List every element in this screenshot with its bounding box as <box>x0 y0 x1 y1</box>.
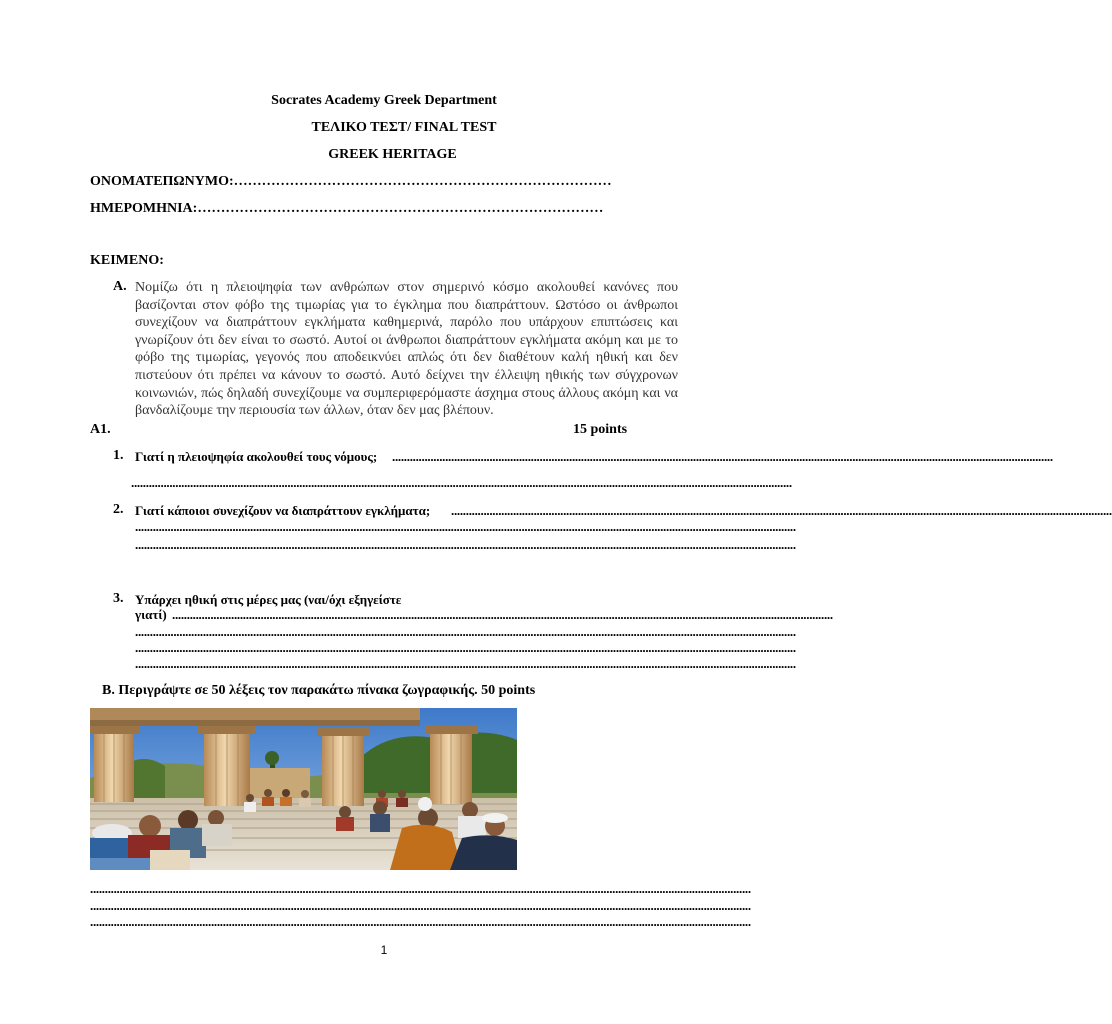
school-name: Socrates Academy Greek Department <box>271 93 497 108</box>
answer-line: ................................................................................................................................................................................................................................ <box>135 624 796 639</box>
answer-line: ................................................................................................................................................................................................................................ <box>451 503 1112 518</box>
question-2-text: Γιατί κάποιοι συνεχίζουν να διαπράττουν εγκλήματα; <box>135 503 431 518</box>
date-label: ΗΜΕΡΟΜΗΝΙΑ: <box>90 201 198 216</box>
section-a1-label: A1. <box>90 422 111 437</box>
name-dots: ……………………………………………………………………… <box>233 174 612 189</box>
question-2-number: 2. <box>113 502 124 517</box>
answer-line: ................................................................................................................................................................................................................................ <box>135 656 796 671</box>
question-1-number: 1. <box>113 448 124 463</box>
name-label: ΟΝΟΜΑΤΕΠΩΝΥΜΟ: <box>90 174 234 189</box>
painting-image <box>90 708 517 870</box>
section-b-heading: B. Περιγράψτε σε 50 λέξεις τον παρακάτω πίνακα ζωγραφικής. 50 points <box>102 683 536 698</box>
question-3-text-line2: γιατί) <box>135 607 167 622</box>
date-dots: …………………………………………………………………………… <box>197 201 604 216</box>
answer-line: ................................................................................................................................................................................................................................ <box>135 537 796 552</box>
question-1-text: Γιατί η πλειοψηφία ακολουθεί τους νόμους; <box>135 449 378 464</box>
question-3-text-line1: Υπάρχει ηθική στις μέρες μας (ναι/όχι εξηγείστε <box>135 592 402 607</box>
date-field <box>90 201 603 217</box>
subject-title: GREEK HERITAGE <box>328 147 457 162</box>
answer-line: ................................................................................................................................................................................................................................ <box>392 449 1053 464</box>
question-3-number: 3. <box>113 591 124 606</box>
reading-passage: Νομίζω ότι η πλειοψηφία των ανθρώπων στον σημερινό κόσμο ακολουθεί κανόνες που βασίζονται στον φόβο της τιμωρίας για το έγκλημα που διαπράττουν. Ωστόσο οι άνθρωποι συνεχίζουν να διαπράττουν εγκλήματα καθημερινά, παρόλο που υπάρχουν επιπτώσεις και γνωρίζουν ότι δεν είναι το σωστό. Αυτοί οι άνθρωποι διαπράττουν εγκλήματα ακόμη και με το φόβο της τιμωρίας, γεγονός που αποδεικνύει απλώς ότι δεν διαθέτουν καλή ηθική και δεν πιστεύουν ότι πρέπει να κάνουν το σωστό. Αυτό δείχνει την έλλειψη ηθικής των σύγχρονων κοινωνιών, πώς δηλαδή συνεχίζουμε να συμπεριφερόμαστε άσχημα στους άλλους ακόμη και να βανδαλίζουμε την περιουσία των άλλων, όταν δεν μας βλέπουν. <box>135 280 678 419</box>
section-a1-points: 15 points <box>573 422 628 437</box>
passage-marker: A. <box>113 279 127 294</box>
answer-line: ................................................................................................................................................................................................................................ <box>90 881 751 896</box>
test-title: ΤΕΛΙΚΟ ΤΕΣΤ/ FINAL TEST <box>311 120 497 135</box>
answer-line: ................................................................................................................................................................................................................................ <box>90 898 751 913</box>
answer-line: ................................................................................................................................................................................................................................ <box>131 475 792 490</box>
text-heading: ΚΕΙΜΕΝΟ: <box>90 253 164 268</box>
answer-line: ................................................................................................................................................................................................................................ <box>90 914 751 929</box>
answer-line: ................................................................................................................................................................................................................................ <box>135 640 796 655</box>
answer-line: ................................................................................................................................................................................................................................ <box>172 607 833 622</box>
answer-line: ................................................................................................................................................................................................................................ <box>135 519 796 534</box>
name-field <box>90 174 612 190</box>
page-number: 1 <box>380 943 388 957</box>
